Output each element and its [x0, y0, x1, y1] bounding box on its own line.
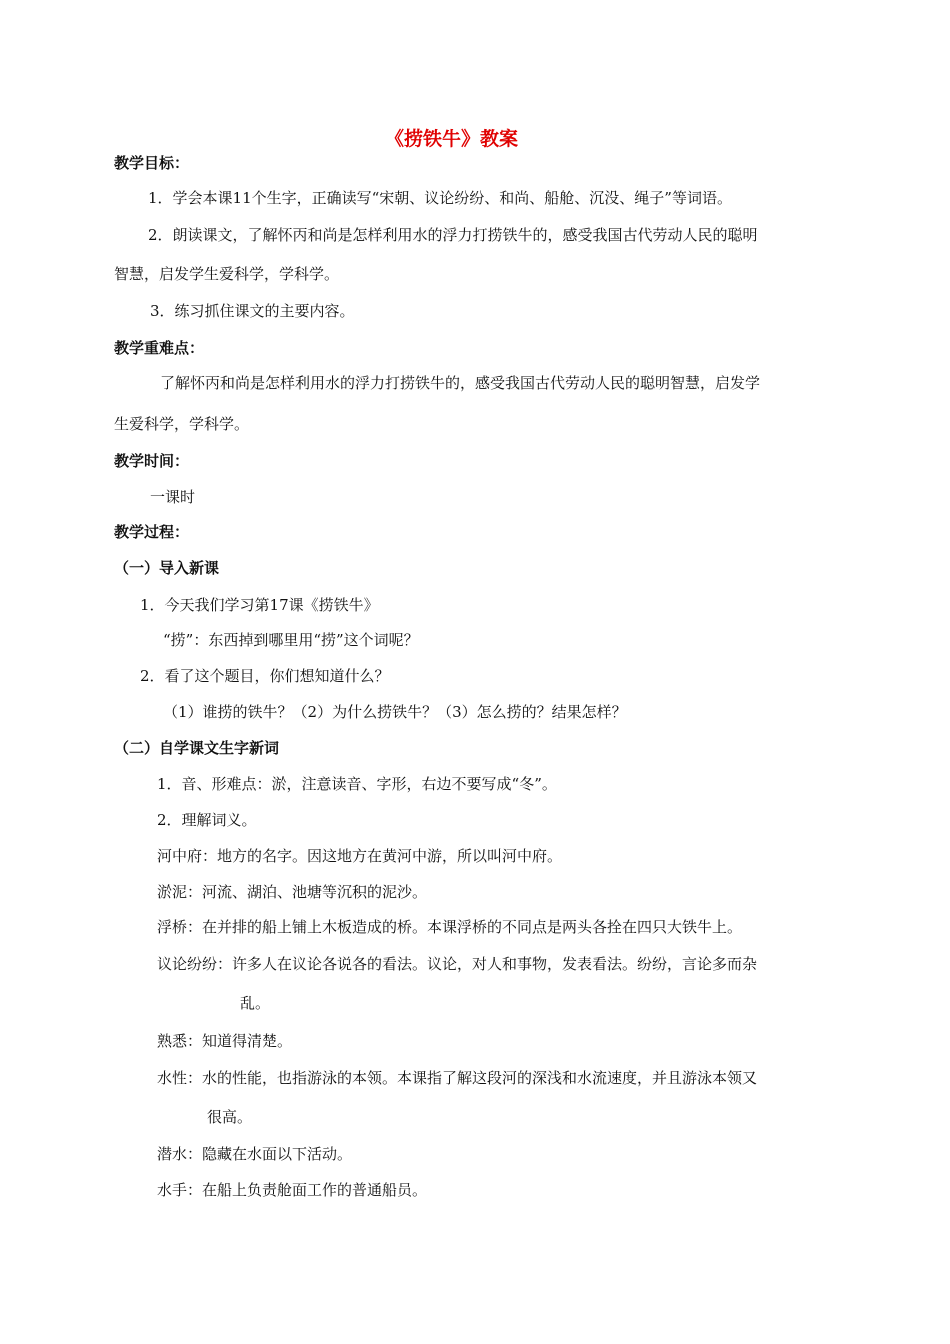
vocab-line: 水性：水的性能，也指游泳的本领。本课指了解这段河的深浅和水流速度，并且游泳本领又 [157, 1069, 758, 1087]
vocab-line: 潜水：隐藏在水面以下活动。 [157, 1145, 353, 1163]
section-heading-process: 教学过程： [114, 523, 190, 541]
section-heading-goals: 教学目标： [114, 154, 190, 172]
vocab-line: 水手：在船上负责舱面工作的普通船员。 [157, 1181, 428, 1199]
vocab-line-continued: 很高。 [207, 1108, 253, 1126]
goal-item: 2．朗读课文，了解怀丙和尚是怎样利用水的浮力打捞铁牛的，感受我国古代劳动人民的聪明 [148, 226, 758, 244]
subsection-heading-intro: （一）导入新课 [114, 559, 220, 577]
goal-item-continued: 智慧，启发学生爱科学，学科学。 [114, 265, 340, 283]
vocab-line: 河中府：地方的名字。因这地方在黄河中游，所以叫河中府。 [157, 847, 563, 865]
vocab-line-continued: 乱。 [240, 994, 271, 1012]
process-line: “捞”：东西掉到哪里用“捞”这个词呢？ [163, 631, 419, 649]
process-line: （1）谁捞的铁牛？（2）为什么捞铁牛？（3）怎么捞的？结果怎样？ [163, 703, 627, 721]
section-heading-key-points: 教学重难点： [114, 339, 205, 357]
vocab-line: 浮桥：在并排的船上铺上木板造成的桥。本课浮桥的不同点是两头各拴在四只大铁牛上。 [157, 918, 743, 936]
subsection-heading-vocab: （二）自学课文生字新词 [114, 739, 280, 757]
vocab-line: 1．音、形难点：淤，注意读音、字形，右边不要写成“冬”。 [157, 775, 557, 793]
process-line: 1．今天我们学习第17课《捞铁牛》 [140, 596, 379, 614]
key-points-text: 生爱科学，学科学。 [114, 415, 250, 433]
process-line: 2．看了这个题目，你们想知道什么？ [140, 667, 390, 685]
key-points-text: 了解怀丙和尚是怎样利用水的浮力打捞铁牛的，感受我国古代劳动人民的聪明智慧，启发学 [160, 374, 761, 392]
goal-item: 3．练习抓住课文的主要内容。 [150, 302, 355, 320]
goal-item: 1．学会本课11个生字，正确读写“宋朝、议论纷纷、和尚、船舱、沉没、绳子”等词语。 [148, 189, 732, 207]
vocab-line: 淤泥：河流、湖泊、池塘等沉积的泥沙。 [157, 883, 428, 901]
section-heading-time: 教学时间： [114, 452, 190, 470]
document-title: 《捞铁牛》教案 [385, 128, 519, 150]
time-value: 一课时 [150, 488, 196, 506]
vocab-line: 熟悉：知道得清楚。 [157, 1032, 293, 1050]
vocab-line: 2．理解词义。 [157, 811, 257, 829]
vocab-line: 议论纷纷：许多人在议论各说各的看法。议论，对人和事物，发表看法。纷纷，言论多而杂 [157, 955, 758, 973]
